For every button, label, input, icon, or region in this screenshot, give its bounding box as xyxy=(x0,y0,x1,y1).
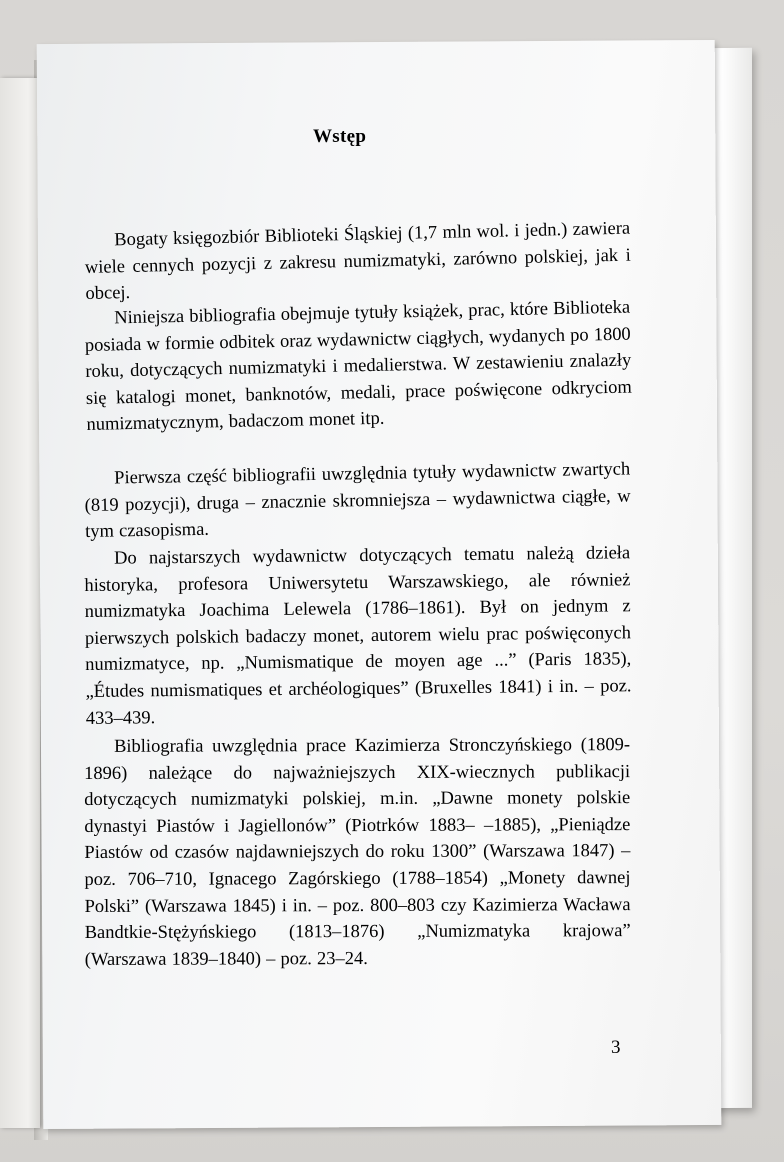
paragraph-4: Do najstarszych wydawnictw dotyczących tematu należą dzieła historyka, profesora Uniwersytetu Warszawskiego, ale również numizmatyka Joachima Lelewela (1786–1861). Był on jednym z pierwszych polskich badaczy monet, autorem wielu prac poświęconych numizmatyce, np. „Numismatique de moyen age ...” (Paris 1835), „Études numismatiques et archéologiques” (Bruxelles 1841) i in. – poz. 433–439. xyxy=(84,543,632,729)
left-page-edge xyxy=(0,78,40,1128)
paragraph-3: Pierwsza część bibliografii uwzględnia tytuły wydawnictw zwartych (819 pozycji), druga – znacznie skromniejsza – wydawnictwa ciągłe, w tym czasopisma. xyxy=(84,459,631,543)
page-title: Wstęp xyxy=(313,126,367,147)
paragraph-1: Bogaty księgozbiór Biblioteki Śląskiej (1,7 mln wol. i jedn.) zawiera wiele cennych pozycji z zakresu numizmatyki, zarówno polskiej, jak i obcej. xyxy=(84,218,631,305)
paragraph-5: Bibliografia uwzględnia prace Kazimierza Stronczyńskiego (1809-1896) należące do najważniejszych XIX-wiecznych publikacji dotyczących numizmatyki polskiej, m.in. „Dawne monety polskie dynastyi Piastów i Jagiellonów” (Piotrków 1883– –1885), „Pieniądze Piastów od czasów najdawniejszych do roku 1300” (Warszawa 1847) – poz. 706–710, Ignacego Zagórskiego (1788–1854) „Monety dawnej Polski” (Warszawa 1845) i in. – poz. 800–803 czy Kazimierza Wacława Bandtkie-Stężyńskiego (1813–1876) „Numizmatyka krajowa” (Warszawa 1839–1840) – poz. 23–24. xyxy=(84,735,631,970)
paragraph-2: Niniejsza bibliografia obejmuje tytuły książek, prac, które Biblioteka posiada w formie odbitek oraz wydawnictw ciągłych, wydanych po 1800 roku, dotyczących numizmatyki i medalierstwa. W zestawieniu znalazły się katalogi monet, banknotów, medali, prace poświęcone odkryciom numizmatycznym, badaczom monet itp. xyxy=(84,297,633,436)
page-number: 3 xyxy=(611,1037,621,1058)
